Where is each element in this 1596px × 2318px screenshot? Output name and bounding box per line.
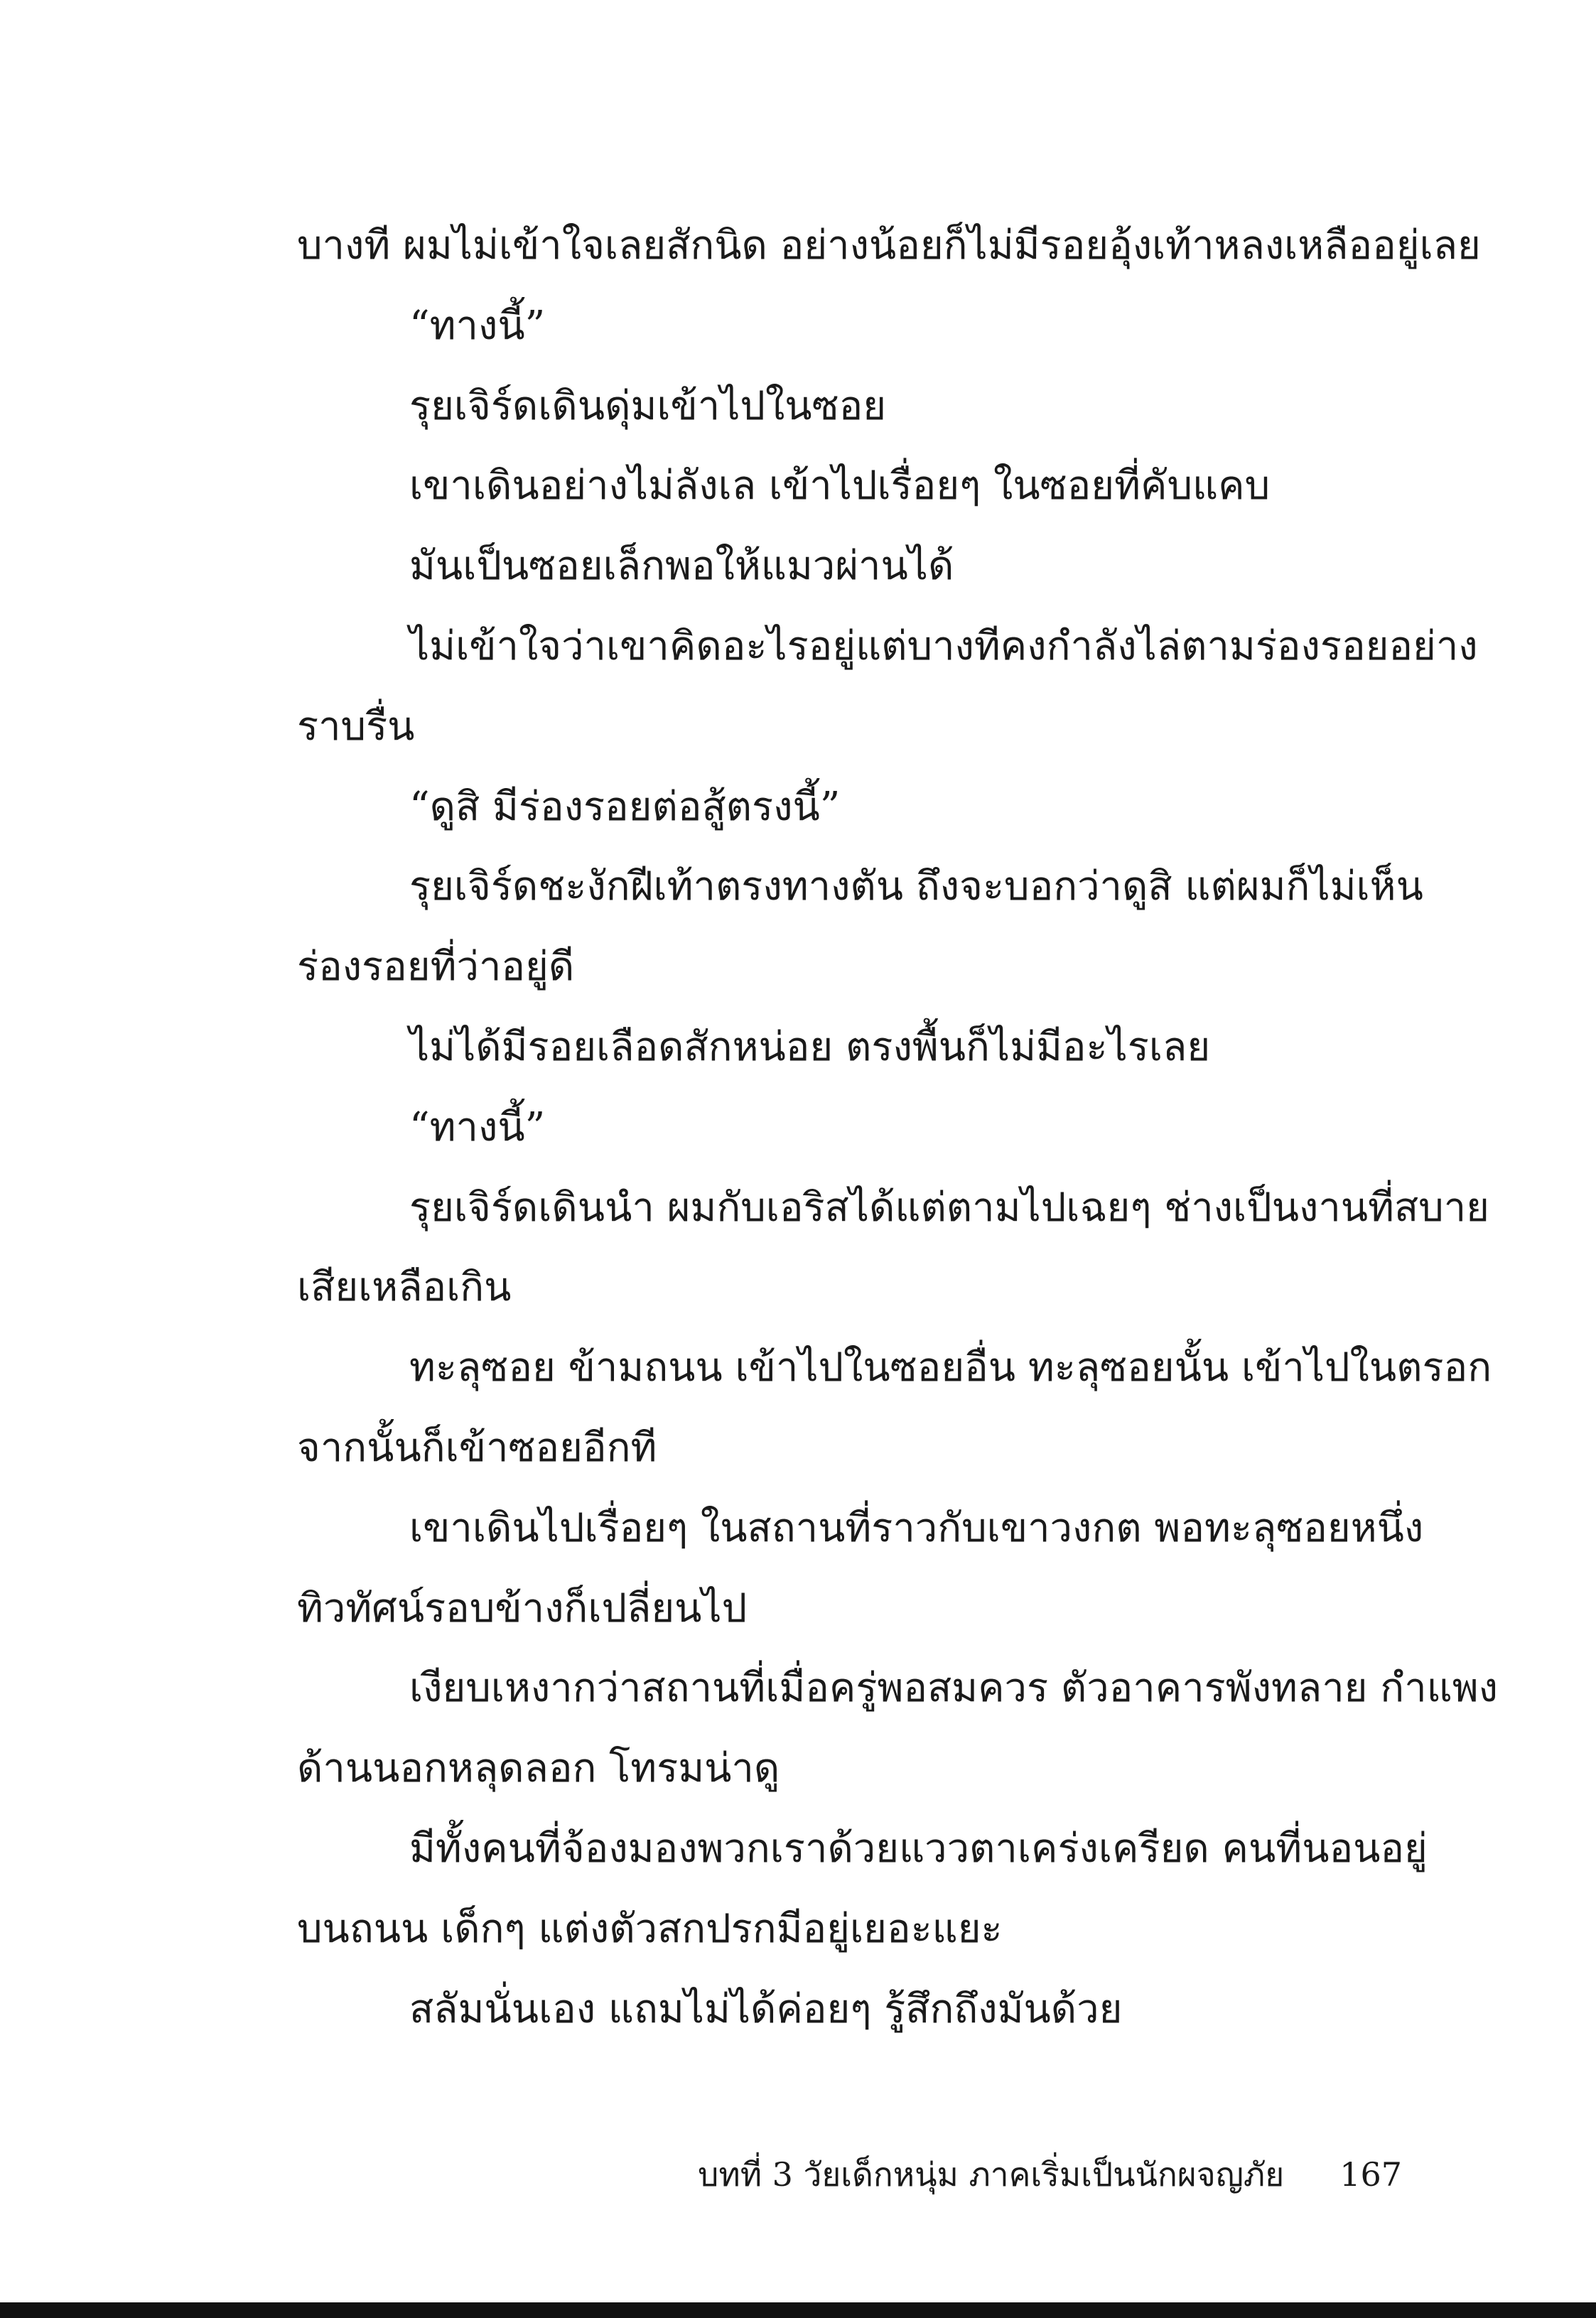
text-line: ไม่เข้าใจว่าเขาคิดอะไรอยู่แต่บางทีคงกำลังไล่ตามร่องรอยอย่าง	[409, 622, 1478, 669]
text-line: มีทั้งคนที่จ้องมองพวกเราด้วยแววตาเคร่งเครียด คนที่นอนอยู่	[409, 1825, 1428, 1872]
text-line: เขาเดินอย่างไม่ลังเล เข้าไปเรื่อยๆ ในซอยที่คับแคบ	[409, 463, 1271, 510]
page-footer	[297, 2146, 1402, 2203]
text-line: บางที ผมไม่เข้าใจเลยสักนิด อย่างน้อยก็ไม่มีรอยอุ้งเท้าหลงเหลืออยู่เลย	[297, 222, 1481, 269]
body-text	[297, 206, 1498, 2049]
text-line: ทะลุซอย ข้ามถนน เข้าไปในซอยอื่น ทะลุซอยนั้น เข้าไปในตรอก	[409, 1344, 1492, 1391]
text-line: เขาเดินไปเรื่อยๆ ในสถานที่ราวกับเขาวงกต พอทะลุซอยหนึ่ง	[409, 1504, 1424, 1551]
page-number: 167	[1339, 2155, 1402, 2194]
text-line: รุยเจิร์ดเดินนำ ผมกับเอริสได้แต่ตามไปเฉยๆ ช่างเป็นงานที่สบาย	[409, 1184, 1489, 1231]
text-line: สลัมนั่นเอง แถมไม่ได้ค่อยๆ รู้สึกถึงมันด้วย	[409, 1985, 1123, 2032]
text-line: ทิวทัศน์รอบข้างก็เปลี่ยนไป	[297, 1585, 748, 1632]
text-line: “ทางนี้”	[409, 1104, 546, 1150]
text-line: รุยเจิร์ดเดินดุ่มเข้าไปในซอย	[409, 382, 887, 429]
bottom-border	[0, 2302, 1596, 2318]
text-line: จากนั้นก็เข้าซอยอีกที	[297, 1424, 657, 1471]
text-line: รุยเจิร์ดชะงักฝีเท้าตรงทางตัน ถึงจะบอกว่าดูสิ แต่ผมก็ไม่เห็น	[409, 863, 1423, 910]
text-line: ร่องรอยที่ว่าอยู่ดี	[297, 944, 575, 991]
chapter-title: บทที่ 3 วัยเด็กหนุ่ม ภาคเริ่มเป็นนักผจญภัย	[698, 2155, 1285, 2194]
text-line: ราบรื่น	[297, 703, 415, 750]
text-line: ด้านนอกหลุดลอก โทรมน่าดู	[297, 1745, 780, 1792]
text-line: “ทางนี้”	[409, 302, 546, 349]
text-line: บนถนน เด็กๆ แต่งตัวสกปรกมีอยู่เยอะแยะ	[297, 1905, 1003, 1952]
text-line: เงียบเหงากว่าสถานที่เมื่อครู่พอสมควร ตัวอาคารพังทลาย กำแพง	[409, 1665, 1498, 1712]
text-line: เสียเหลือเกิน	[297, 1264, 512, 1311]
text-line: “ดูสิ มีร่องรอยต่อสู้ตรงนี้”	[409, 783, 841, 830]
text-line: ไม่ได้มีรอยเลือดสักหน่อย ตรงพื้นก็ไม่มีอะไรเลย	[409, 1023, 1211, 1070]
text-line: มันเป็นซอยเล็กพอให้แมวผ่านได้	[409, 543, 954, 590]
